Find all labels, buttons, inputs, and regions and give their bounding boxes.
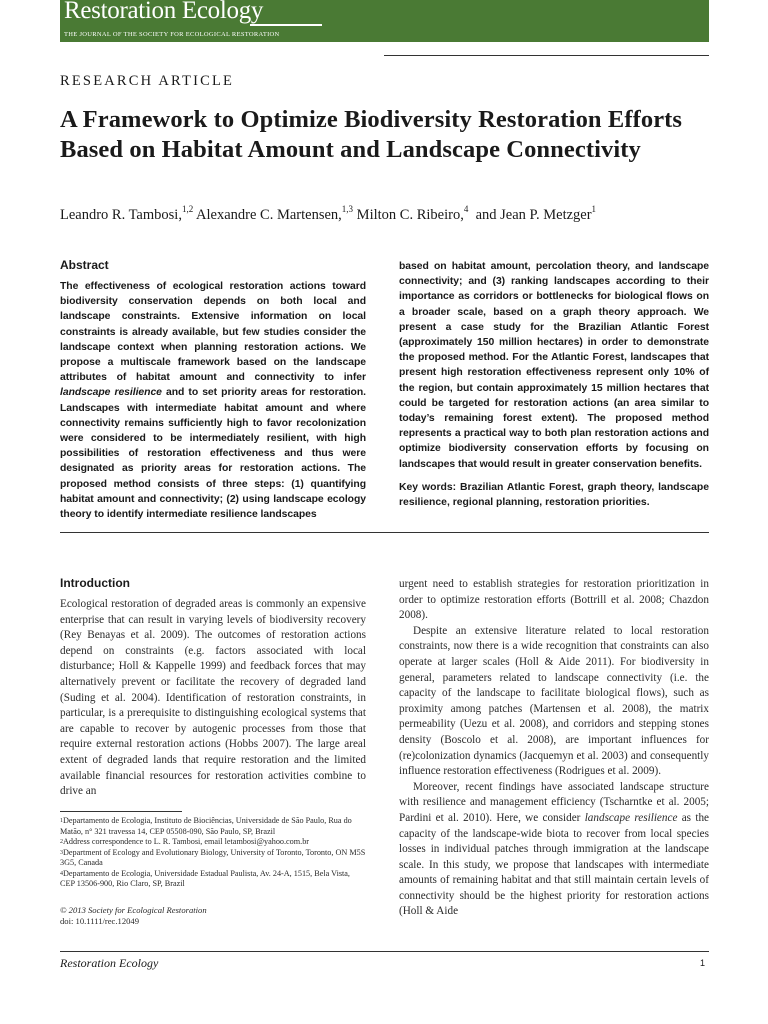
author-affiliation: 1 — [591, 204, 597, 214]
keywords-list: Brazilian Atlantic Forest, graph theory, landscape resilience, regional planning, restoration priorities. — [399, 481, 709, 509]
intro-paragraph: Moreover, recent findings have associated landscape structure with resilience and management efficiency (Tscharntke et al. 2005; Pardini et al. 2010). Here, we consider landscape resilience as the capacity of the landscape-wide biota to recover from local species losses in individual patches through immigration at the landscape scale. In this study, we propose that landscapes with intermediate amounts of remaining habitat and that still maintain certain levels of connectivity should be the highest priority for restoration actions (Holl & Aide — [399, 780, 709, 918]
banner-underline — [250, 24, 322, 26]
page-number: 1 — [700, 958, 706, 968]
section-rule — [60, 532, 709, 533]
article-type: RESEARCH ARTICLE — [60, 73, 235, 89]
footer-rule — [60, 951, 709, 952]
copyright-block — [60, 905, 207, 927]
abstract-heading: Abstract — [60, 258, 109, 272]
footnote: $^2$Address correspondence to L. R. Tambosi, email letambosi@yahoo.com.br — [60, 837, 310, 846]
footnotes — [60, 816, 366, 890]
intro-paragraph: Despite an extensive literature related to local restoration constraints, now there is a wide recognition that constraints can also operate at larger scales (Holl & Aide 2011). For biodiversity in general, parameters related to landscape connectivity (i.e. the capacity of the landscape to facilitate biological flows), such as proximity among patches (Martensen et al. 2008), the matrix permeability (Uezu et al. 2008), and corridors and stepping stones density (Boscolo et al. 2008), are important influences for (re)colonization dynamics (Jacquemyn et al. 2003) and consequently influence restoration effectiveness (Rodrigues et al. 2009). — [399, 624, 709, 778]
author-name: and Jean P. Metzger — [475, 207, 592, 223]
doi: doi: 10.1111/rec.12049 — [60, 916, 140, 926]
author-list — [60, 204, 597, 224]
journal-banner — [60, 0, 709, 42]
author-affiliation: 4 — [463, 204, 469, 214]
abstract-left-column — [60, 279, 366, 522]
intro-left-column — [60, 597, 366, 800]
abstract-text-left: The effectiveness of ecological restoration actions toward biodiversity conservation depends on both local and landscape constraints. Extensive information on local constraints is already available, but few studies consider the landscape context when planning restoration actions. We propose a multiscale framework based on the landscape attributes of habitat amount and connectivity to infer landscape resilience and to set priority areas for restoration. Landscapes with intermediate habitat amount and where connectivity remains sufficiently high to favor recolonization were considered to be intermediately resilient, with high possibilities of restoration effectiveness and thus were designated as priority areas for restoration actions. The proposed method consists of three steps: (1) quantifying habitat amount and connectivity; (2) using landscape ecology theory to identify intermediate resilience landscapes — [60, 281, 366, 521]
abstract-emphasis: landscape resilience — [60, 387, 162, 399]
header-rule — [384, 55, 709, 56]
intro-paragraph: Ecological restoration of degraded areas is commonly an expensive enterprise that can result in varying levels of biodiversity recovery (Rey Benayas et al. 2009). The outcomes of restoration actions depend on constraints (e.g. factors associated with local disturbance; Holl & Kappelle 1999) and feedback forces that may alternatively prevent or facilitate the recovery of degraded land (Suding et al. 2004). Identification of restoration constraints, in particular, is a prerequisite to distinguishing ecological systems that are capable to recover by autogenic processes from those that require external restoration actions (Hobbs 2007). The large areal extent of degraded lands that require restoration and the limited available financial resources for restoration activities combine to drive an — [60, 598, 366, 798]
footnote: $^3$Department of Ecology and Evolutionary Biology, University of Toronto, Toronto, ON M5S 3G5, Canada — [60, 847, 366, 867]
author-name: Alexandre C. Martensen, — [196, 207, 342, 223]
abstract-text-right: based on habitat amount, percolation theory, and landscape connectivity; and (3) ranking landscapes according to their importance as corridors or bottlenecks for biological flows on a broader scale, based on a graph theory approach. We present a case study for the Brazilian Atlantic Forest (approximately 150 million hectares) in order to demonstrate the proposed method. For the Atlantic Forest, landscapes that present high restoration effectiveness represent only 10% of the region, but contain approximately 15 million hectares that could be targeted for restoration actions (an area similar to today’s remaining forest extent). The proposed method represents a practical way to both plan restoration actions and optimize biodiversity conservation efforts by focusing on landscapes that would result in greater conservation benefits. — [399, 261, 709, 470]
keywords — [399, 480, 709, 510]
footnote-rule — [60, 811, 182, 812]
journal-subtitle: THE JOURNAL OF THE SOCIETY FOR ECOLOGICAL RESTORATION — [64, 31, 280, 38]
footnote: $^1$Departamento de Ecologia, Instituto de Biociências, Universidade de São Paulo, Rua do Matão, n° 321 travessa 14, CEP 05508-090, São Paulo, SP, Brazil — [60, 816, 352, 836]
article-title: A Framework to Optimize Biodiversity Restoration Efforts Based on Habitat Amount and Landscape Connectivity — [60, 106, 683, 163]
introduction-heading: Introduction — [60, 576, 130, 590]
intro-right-column — [399, 577, 709, 920]
copyright: © 2013 Society for Ecological Restoration — [60, 905, 207, 915]
journal-name: Restoration Ecology — [64, 0, 264, 24]
intro-emphasis: landscape resilience — [584, 811, 678, 824]
author-affiliation: 1,2 — [181, 204, 194, 214]
footer-journal: Restoration Ecology — [60, 956, 159, 970]
author-name: Leandro R. Tambosi, — [60, 207, 182, 223]
intro-paragraph: urgent need to establish strategies for restoration prioritization in order to optimize restoration efforts (Bottrill et al. 2008; Chazdon 2008). — [399, 578, 709, 622]
footnote: $^4$Departamento de Ecologia, Universidade Estadual Paulista, Av. 24-A, 1515, Bela Vista, CEP 13506-900, Rio Claro, SP, Brazil — [60, 868, 350, 888]
author-affiliation: 1,3 — [341, 204, 354, 214]
abstract-right-column — [399, 259, 709, 510]
keywords-label: Key words: — [399, 481, 457, 493]
author-name: Milton C. Ribeiro, — [356, 207, 464, 223]
